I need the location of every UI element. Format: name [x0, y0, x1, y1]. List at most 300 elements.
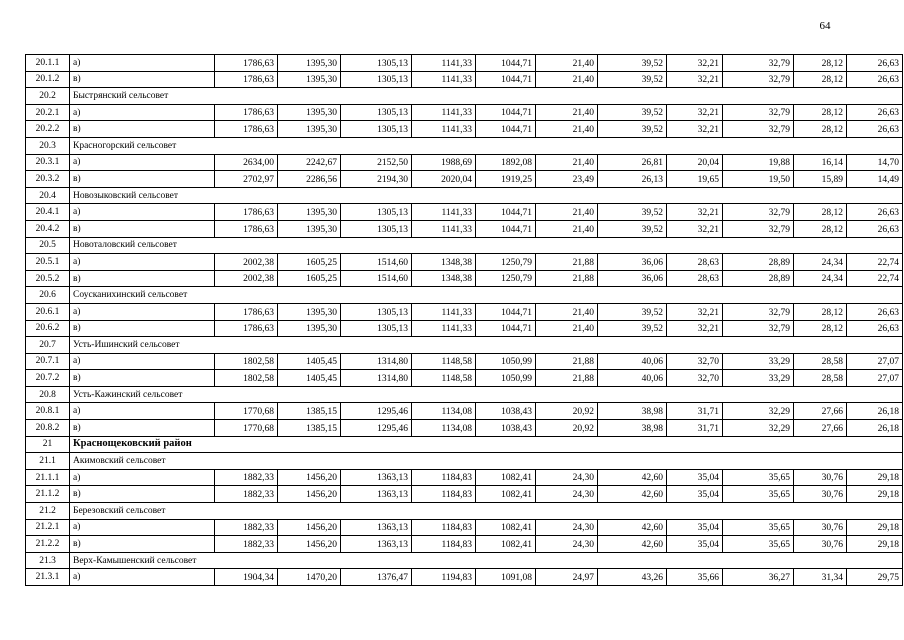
value-cell: 39,52: [598, 204, 667, 221]
value-cell: 42,60: [598, 469, 667, 486]
row-code: 20.6.2: [26, 320, 70, 337]
row-code: 20.7.1: [26, 353, 70, 370]
row-label: в): [70, 171, 215, 188]
value-cell: 1141,33: [412, 71, 476, 88]
value-cell: 2002,38: [215, 254, 278, 271]
value-cell: 21,88: [536, 353, 598, 370]
value-cell: 1050,99: [476, 370, 536, 387]
value-cell: 26,63: [847, 104, 903, 121]
value-cell: 28,12: [794, 104, 847, 121]
value-cell: 29,18: [847, 536, 903, 553]
row-code: 20.3.1: [26, 154, 70, 171]
value-cell: 1305,13: [341, 104, 412, 121]
value-cell: 21,40: [536, 204, 598, 221]
value-cell: 1904,34: [215, 569, 278, 586]
value-cell: 28,89: [723, 254, 794, 271]
value-cell: 29,75: [847, 569, 903, 586]
value-cell: 30,76: [794, 486, 847, 503]
value-cell: 36,06: [598, 270, 667, 287]
value-cell: 22,74: [847, 270, 903, 287]
value-cell: 32,29: [723, 420, 794, 437]
table-row: [26, 353, 903, 370]
value-cell: 1376,47: [341, 569, 412, 586]
value-cell: 1786,63: [215, 121, 278, 138]
value-cell: 28,58: [794, 353, 847, 370]
value-cell: 1456,20: [278, 486, 341, 503]
value-cell: 1456,20: [278, 469, 341, 486]
value-cell: 20,04: [667, 154, 723, 171]
row-code: 20.7.2: [26, 370, 70, 387]
group-row: [26, 453, 903, 470]
table-row: [26, 536, 903, 553]
value-cell: 32,21: [667, 204, 723, 221]
value-cell: 2702,97: [215, 171, 278, 188]
value-cell: 33,29: [723, 370, 794, 387]
value-cell: 32,70: [667, 370, 723, 387]
value-cell: 28,12: [794, 303, 847, 320]
value-cell: 2002,38: [215, 270, 278, 287]
value-cell: 27,66: [794, 403, 847, 420]
value-cell: 1050,99: [476, 353, 536, 370]
value-cell: 1082,41: [476, 519, 536, 536]
row-code: 21.1: [26, 453, 70, 470]
group-row: [26, 503, 903, 520]
row-code: 21.3: [26, 552, 70, 569]
row-code: 20.1.2: [26, 71, 70, 88]
value-cell: 28,12: [794, 204, 847, 221]
value-cell: 1802,58: [215, 353, 278, 370]
value-cell: 1141,33: [412, 220, 476, 237]
value-cell: 1038,43: [476, 420, 536, 437]
value-cell: 1395,30: [278, 71, 341, 88]
row-label: а): [70, 104, 215, 121]
value-cell: 28,89: [723, 270, 794, 287]
value-cell: 31,34: [794, 569, 847, 586]
group-row: [26, 237, 903, 254]
value-cell: 35,04: [667, 486, 723, 503]
value-cell: 1184,83: [412, 469, 476, 486]
value-cell: 32,79: [723, 303, 794, 320]
value-cell: 14,70: [847, 154, 903, 171]
value-cell: 28,12: [794, 220, 847, 237]
value-cell: 1184,83: [412, 486, 476, 503]
value-cell: 1882,33: [215, 486, 278, 503]
value-cell: 1305,13: [341, 55, 412, 72]
value-cell: 40,06: [598, 370, 667, 387]
value-cell: 16,14: [794, 154, 847, 171]
value-cell: 19,50: [723, 171, 794, 188]
value-cell: 22,74: [847, 254, 903, 271]
value-cell: 2286,56: [278, 171, 341, 188]
value-cell: 30,76: [794, 536, 847, 553]
value-cell: 1456,20: [278, 536, 341, 553]
value-cell: 1363,13: [341, 519, 412, 536]
value-cell: 2020,04: [412, 171, 476, 188]
row-code: 20.4: [26, 187, 70, 204]
value-cell: 26,18: [847, 403, 903, 420]
row-label: в): [70, 486, 215, 503]
row-label: а): [70, 55, 215, 72]
row-code: 21: [26, 436, 70, 453]
value-cell: 2242,67: [278, 154, 341, 171]
value-cell: 30,76: [794, 469, 847, 486]
council-title: Новозыковский сельсовет: [70, 187, 903, 204]
row-label: а): [70, 469, 215, 486]
value-cell: 1348,38: [412, 254, 476, 271]
value-cell: 28,12: [794, 71, 847, 88]
row-label: а): [70, 519, 215, 536]
value-cell: 1882,33: [215, 536, 278, 553]
council-title: Усть-Ишинский сельсовет: [70, 337, 903, 354]
value-cell: 39,52: [598, 55, 667, 72]
row-label: а): [70, 154, 215, 171]
row-label: в): [70, 220, 215, 237]
table-row: [26, 270, 903, 287]
value-cell: 32,21: [667, 55, 723, 72]
value-cell: 1044,71: [476, 71, 536, 88]
value-cell: 32,79: [723, 220, 794, 237]
row-code: 21.2.2: [26, 536, 70, 553]
value-cell: 1044,71: [476, 320, 536, 337]
value-cell: 1141,33: [412, 303, 476, 320]
value-cell: 1134,08: [412, 420, 476, 437]
value-cell: 32,21: [667, 104, 723, 121]
value-cell: 40,06: [598, 353, 667, 370]
value-cell: 35,04: [667, 469, 723, 486]
value-cell: 21,40: [536, 303, 598, 320]
value-cell: 20,92: [536, 403, 598, 420]
council-title: Красногорский сельсовет: [70, 137, 903, 154]
value-cell: 35,65: [723, 536, 794, 553]
table-row: [26, 171, 903, 188]
value-cell: 1044,71: [476, 121, 536, 138]
value-cell: 31,71: [667, 403, 723, 420]
value-cell: 20,92: [536, 420, 598, 437]
value-cell: 1141,33: [412, 320, 476, 337]
value-cell: 1305,13: [341, 303, 412, 320]
value-cell: 1405,45: [278, 370, 341, 387]
value-cell: 21,40: [536, 320, 598, 337]
value-cell: 1038,43: [476, 403, 536, 420]
value-cell: 1770,68: [215, 403, 278, 420]
group-row: [26, 137, 903, 154]
value-cell: 1363,13: [341, 469, 412, 486]
value-cell: 1786,63: [215, 303, 278, 320]
value-cell: 26,63: [847, 121, 903, 138]
row-code: 20.8.2: [26, 420, 70, 437]
row-label: а): [70, 353, 215, 370]
value-cell: 36,27: [723, 569, 794, 586]
value-cell: 27,07: [847, 353, 903, 370]
value-cell: 2152,50: [341, 154, 412, 171]
value-cell: 19,65: [667, 171, 723, 188]
value-cell: 1148,58: [412, 370, 476, 387]
table-row: [26, 254, 903, 271]
value-cell: 24,30: [536, 519, 598, 536]
page-number: 64: [819, 20, 831, 32]
value-cell: 1395,30: [278, 121, 341, 138]
value-cell: 39,52: [598, 320, 667, 337]
value-cell: 1250,79: [476, 270, 536, 287]
value-cell: 26,63: [847, 204, 903, 221]
value-cell: 1141,33: [412, 55, 476, 72]
table-row: [26, 121, 903, 138]
value-cell: 28,12: [794, 320, 847, 337]
row-code: 20.2: [26, 88, 70, 105]
value-cell: 26,81: [598, 154, 667, 171]
value-cell: 1882,33: [215, 519, 278, 536]
value-cell: 32,79: [723, 320, 794, 337]
value-cell: 1786,63: [215, 55, 278, 72]
value-cell: 1305,13: [341, 71, 412, 88]
value-cell: 15,89: [794, 171, 847, 188]
value-cell: 1082,41: [476, 486, 536, 503]
row-label: в): [70, 121, 215, 138]
value-cell: 26,63: [847, 320, 903, 337]
table-row: [26, 204, 903, 221]
value-cell: 32,21: [667, 220, 723, 237]
council-title: Усть-Кажинский сельсовет: [70, 386, 903, 403]
value-cell: 21,88: [536, 254, 598, 271]
value-cell: 27,07: [847, 370, 903, 387]
table-row: [26, 154, 903, 171]
value-cell: 1395,30: [278, 204, 341, 221]
value-cell: 21,40: [536, 55, 598, 72]
value-cell: 1091,08: [476, 569, 536, 586]
value-cell: 42,60: [598, 486, 667, 503]
value-cell: 1786,63: [215, 71, 278, 88]
row-code: 20.3.2: [26, 171, 70, 188]
value-cell: 1194,83: [412, 569, 476, 586]
value-cell: 32,79: [723, 71, 794, 88]
group-row: [26, 552, 903, 569]
value-cell: 35,65: [723, 519, 794, 536]
row-code: 21.2.1: [26, 519, 70, 536]
value-cell: 32,29: [723, 403, 794, 420]
value-cell: 28,58: [794, 370, 847, 387]
value-cell: 1082,41: [476, 469, 536, 486]
value-cell: 1314,80: [341, 370, 412, 387]
value-cell: 1395,30: [278, 55, 341, 72]
group-row: [26, 287, 903, 304]
value-cell: 1892,08: [476, 154, 536, 171]
value-cell: 1395,30: [278, 320, 341, 337]
value-cell: 42,60: [598, 536, 667, 553]
row-label: а): [70, 403, 215, 420]
value-cell: 32,21: [667, 320, 723, 337]
row-code: 20.5.1: [26, 254, 70, 271]
value-cell: 39,52: [598, 121, 667, 138]
row-label: в): [70, 536, 215, 553]
value-cell: 39,52: [598, 104, 667, 121]
value-cell: 38,98: [598, 403, 667, 420]
district-title: Краснощековский район: [70, 436, 903, 453]
value-cell: 36,06: [598, 254, 667, 271]
value-cell: 29,18: [847, 469, 903, 486]
value-cell: 24,34: [794, 270, 847, 287]
value-cell: 32,79: [723, 204, 794, 221]
council-title: Верх-Камышенский сельсовет: [70, 552, 903, 569]
table-row: [26, 519, 903, 536]
table-row: [26, 469, 903, 486]
value-cell: 1044,71: [476, 303, 536, 320]
row-code: 21.1.2: [26, 486, 70, 503]
value-cell: 21,40: [536, 154, 598, 171]
row-label: а): [70, 569, 215, 586]
value-cell: 1363,13: [341, 486, 412, 503]
tariff-table: [25, 54, 903, 586]
value-cell: 24,30: [536, 486, 598, 503]
table-row: [26, 486, 903, 503]
row-label: а): [70, 254, 215, 271]
value-cell: 1919,25: [476, 171, 536, 188]
council-title: Быстрянский сельсовет: [70, 88, 903, 105]
value-cell: 21,40: [536, 104, 598, 121]
value-cell: 1305,13: [341, 220, 412, 237]
value-cell: 24,30: [536, 536, 598, 553]
value-cell: 2194,30: [341, 171, 412, 188]
value-cell: 35,04: [667, 519, 723, 536]
row-code: 20.4.1: [26, 204, 70, 221]
value-cell: 1456,20: [278, 519, 341, 536]
value-cell: 1250,79: [476, 254, 536, 271]
row-code: 20.6: [26, 287, 70, 304]
value-cell: 1141,33: [412, 204, 476, 221]
value-cell: 33,29: [723, 353, 794, 370]
value-cell: 1348,38: [412, 270, 476, 287]
row-label: в): [70, 420, 215, 437]
table-row: [26, 55, 903, 72]
value-cell: 1295,46: [341, 403, 412, 420]
value-cell: 1141,33: [412, 121, 476, 138]
value-cell: 1148,58: [412, 353, 476, 370]
value-cell: 24,30: [536, 469, 598, 486]
table-row: [26, 303, 903, 320]
value-cell: 1305,13: [341, 204, 412, 221]
row-code: 21.1.1: [26, 469, 70, 486]
value-cell: 35,65: [723, 486, 794, 503]
table-row: [26, 220, 903, 237]
row-code: 20.2.1: [26, 104, 70, 121]
value-cell: 35,04: [667, 536, 723, 553]
value-cell: 1770,68: [215, 420, 278, 437]
value-cell: 32,79: [723, 55, 794, 72]
value-cell: 23,49: [536, 171, 598, 188]
value-cell: 28,63: [667, 254, 723, 271]
value-cell: 29,18: [847, 486, 903, 503]
row-code: 20.8: [26, 386, 70, 403]
value-cell: 32,21: [667, 303, 723, 320]
row-code: 20.5: [26, 237, 70, 254]
value-cell: 1470,20: [278, 569, 341, 586]
table-row: [26, 420, 903, 437]
section-row: [26, 436, 903, 453]
value-cell: 1134,08: [412, 403, 476, 420]
value-cell: 1395,30: [278, 303, 341, 320]
value-cell: 43,26: [598, 569, 667, 586]
value-cell: 35,66: [667, 569, 723, 586]
group-row: [26, 337, 903, 354]
value-cell: 38,98: [598, 420, 667, 437]
row-code: 20.6.1: [26, 303, 70, 320]
value-cell: 19,88: [723, 154, 794, 171]
value-cell: 1405,45: [278, 353, 341, 370]
row-label: в): [70, 71, 215, 88]
value-cell: 28,63: [667, 270, 723, 287]
value-cell: 1184,83: [412, 519, 476, 536]
value-cell: 32,21: [667, 121, 723, 138]
row-label: а): [70, 204, 215, 221]
council-title: Соусканихинский сельсовет: [70, 287, 903, 304]
value-cell: 1044,71: [476, 104, 536, 121]
row-label: в): [70, 320, 215, 337]
value-cell: 39,52: [598, 220, 667, 237]
value-cell: 32,79: [723, 104, 794, 121]
row-code: 20.7: [26, 337, 70, 354]
value-cell: 1044,71: [476, 204, 536, 221]
table-row: [26, 569, 903, 586]
value-cell: 21,40: [536, 71, 598, 88]
value-cell: 21,40: [536, 220, 598, 237]
row-code: 20.1.1: [26, 55, 70, 72]
value-cell: 1314,80: [341, 353, 412, 370]
value-cell: 1363,13: [341, 536, 412, 553]
value-cell: 39,52: [598, 71, 667, 88]
value-cell: 1044,71: [476, 220, 536, 237]
row-label: а): [70, 303, 215, 320]
value-cell: 1802,58: [215, 370, 278, 387]
value-cell: 1295,46: [341, 420, 412, 437]
value-cell: 1988,69: [412, 154, 476, 171]
group-row: [26, 187, 903, 204]
row-code: 20.5.2: [26, 270, 70, 287]
value-cell: 32,70: [667, 353, 723, 370]
value-cell: 42,60: [598, 519, 667, 536]
value-cell: 21,40: [536, 121, 598, 138]
value-cell: 26,63: [847, 303, 903, 320]
council-title: Новоталовский сельсовет: [70, 237, 903, 254]
value-cell: 32,79: [723, 121, 794, 138]
row-code: 20.3: [26, 137, 70, 154]
value-cell: 26,13: [598, 171, 667, 188]
value-cell: 2634,00: [215, 154, 278, 171]
value-cell: 1184,83: [412, 536, 476, 553]
value-cell: 26,18: [847, 420, 903, 437]
value-cell: 21,88: [536, 270, 598, 287]
row-label: в): [70, 270, 215, 287]
value-cell: 1605,25: [278, 254, 341, 271]
value-cell: 1395,30: [278, 104, 341, 121]
value-cell: 39,52: [598, 303, 667, 320]
council-title: Березовский сельсовет: [70, 503, 903, 520]
value-cell: 27,66: [794, 420, 847, 437]
group-row: [26, 386, 903, 403]
council-title: Акимовский сельсовет: [70, 453, 903, 470]
value-cell: 28,12: [794, 55, 847, 72]
value-cell: 29,18: [847, 519, 903, 536]
row-code: 20.2.2: [26, 121, 70, 138]
row-label: в): [70, 370, 215, 387]
value-cell: 1305,13: [341, 320, 412, 337]
row-code: 21.2: [26, 503, 70, 520]
value-cell: 1082,41: [476, 536, 536, 553]
value-cell: 1786,63: [215, 220, 278, 237]
value-cell: 1605,25: [278, 270, 341, 287]
value-cell: 1141,33: [412, 104, 476, 121]
table-row: [26, 370, 903, 387]
value-cell: 32,21: [667, 71, 723, 88]
value-cell: 1305,13: [341, 121, 412, 138]
